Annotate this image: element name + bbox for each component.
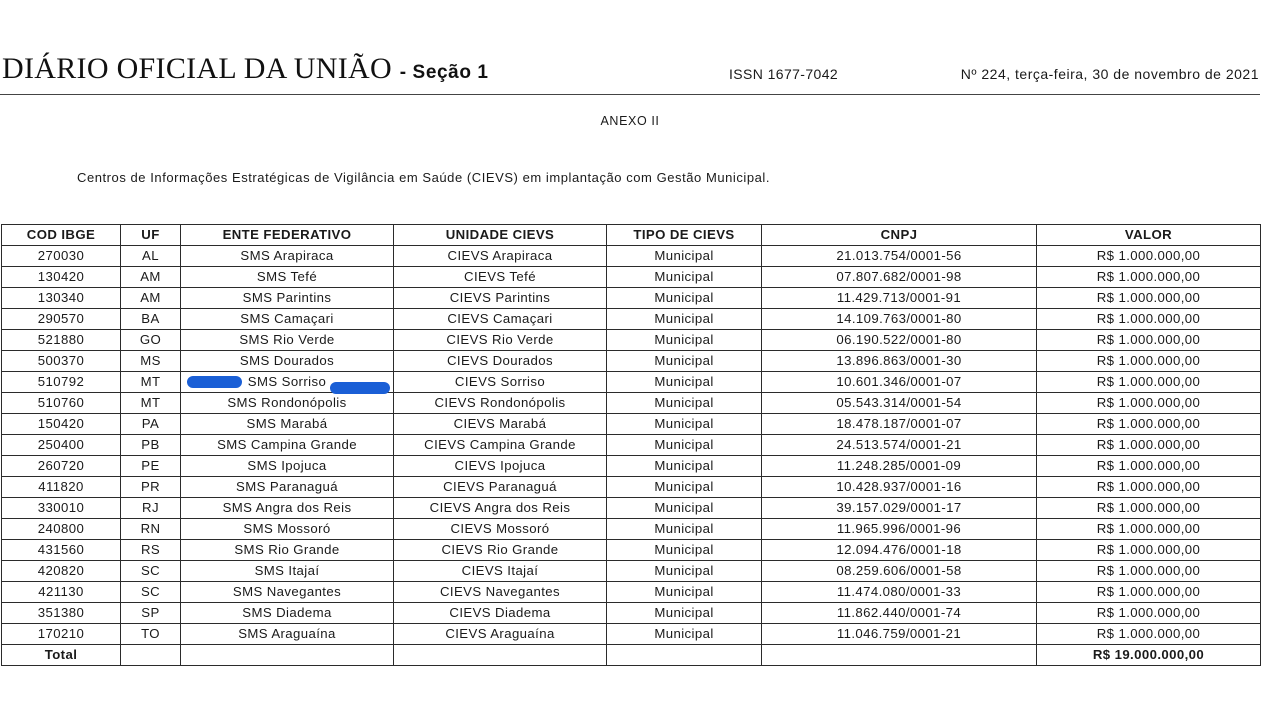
cell-unidade-cievs: CIEVS Campina Grande (394, 435, 607, 456)
section-label: - Seção 1 (399, 62, 489, 83)
cell-cod-ibge: 510760 (2, 393, 121, 414)
table-row (2, 582, 1261, 603)
publication-name: DIÁRIO OFICIAL DA UNIÃO (2, 52, 392, 85)
cell-tipo-de-cievs: Municipal (607, 267, 762, 288)
cell-tipo-de-cievs: Municipal (607, 246, 762, 267)
cell-uf: PE (121, 456, 181, 477)
cell-cod-ibge: 130340 (2, 288, 121, 309)
cell-ente-federativo: SMS Parintins (181, 288, 394, 309)
cell-uf: AM (121, 288, 181, 309)
cell-uf: MT (121, 393, 181, 414)
cell-ente-federativo: SMS Navegantes (181, 582, 394, 603)
cell-cod-ibge: 351380 (2, 603, 121, 624)
cell-ente-federativo: SMS Sorriso (181, 372, 394, 393)
publication-title (2, 52, 489, 86)
cell-uf: GO (121, 330, 181, 351)
cell-unidade-cievs: CIEVS Navegantes (394, 582, 607, 603)
cell-uf: RS (121, 540, 181, 561)
cell-valor: R$ 1.000.000,00 (1037, 267, 1261, 288)
cell-tipo-de-cievs: Municipal (607, 477, 762, 498)
cell-cod-ibge: 260720 (2, 456, 121, 477)
table-row (2, 540, 1261, 561)
table-row (2, 309, 1261, 330)
table-body (2, 246, 1261, 666)
column-header-cod-ibge: COD IBGE (2, 225, 121, 246)
cell-valor: R$ 1.000.000,00 (1037, 561, 1261, 582)
cell-ente-federativo: SMS Rio Verde (181, 330, 394, 351)
cell-cod-ibge: 170210 (2, 624, 121, 645)
cell-cnpj: 14.109.763/0001-80 (762, 309, 1037, 330)
cell-valor: R$ 1.000.000,00 (1037, 477, 1261, 498)
cell-cnpj: 05.543.314/0001-54 (762, 393, 1037, 414)
cell-tipo-de-cievs: Municipal (607, 603, 762, 624)
table-row (2, 498, 1261, 519)
table-row (2, 603, 1261, 624)
table-row (2, 414, 1261, 435)
cell-cod-ibge: 250400 (2, 435, 121, 456)
empty-cell (762, 645, 1037, 666)
cell-tipo-de-cievs: Municipal (607, 456, 762, 477)
cell-tipo-de-cievs: Municipal (607, 351, 762, 372)
cell-cod-ibge: 130420 (2, 267, 121, 288)
cell-tipo-de-cievs: Municipal (607, 372, 762, 393)
cell-cod-ibge: 431560 (2, 540, 121, 561)
cell-unidade-cievs: CIEVS Dourados (394, 351, 607, 372)
highlight-mark-left (187, 376, 242, 388)
table-row (2, 288, 1261, 309)
cell-cnpj: 18.478.187/0001-07 (762, 414, 1037, 435)
cell-tipo-de-cievs: Municipal (607, 561, 762, 582)
empty-cell (607, 645, 762, 666)
cell-tipo-de-cievs: Municipal (607, 519, 762, 540)
cell-uf: AL (121, 246, 181, 267)
cell-cnpj: 06.190.522/0001-80 (762, 330, 1037, 351)
total-value: R$ 19.000.000,00 (1037, 645, 1261, 666)
total-label: Total (2, 645, 121, 666)
cell-valor: R$ 1.000.000,00 (1037, 624, 1261, 645)
cell-uf: PA (121, 414, 181, 435)
cell-unidade-cievs: CIEVS Marabá (394, 414, 607, 435)
cell-ente-federativo: SMS Tefé (181, 267, 394, 288)
cell-uf: BA (121, 309, 181, 330)
issue-date: Nº 224, terça-feira, 30 de novembro de 2021 (960, 66, 1259, 82)
cell-unidade-cievs: CIEVS Camaçari (394, 309, 607, 330)
cell-ente-federativo: SMS Rio Grande (181, 540, 394, 561)
column-header-uf: UF (121, 225, 181, 246)
annex-title: ANEXO II (600, 114, 660, 128)
cell-unidade-cievs: CIEVS Rio Grande (394, 540, 607, 561)
cell-uf: SC (121, 582, 181, 603)
issn: ISSN 1677-7042 (729, 66, 839, 82)
cievs-table (1, 224, 1261, 666)
cell-ente-federativo: SMS Angra dos Reis (181, 498, 394, 519)
cell-valor: R$ 1.000.000,00 (1037, 519, 1261, 540)
cell-valor: R$ 1.000.000,00 (1037, 246, 1261, 267)
header-divider (0, 94, 1260, 95)
cell-uf: MS (121, 351, 181, 372)
cell-ente-federativo: SMS Diadema (181, 603, 394, 624)
cell-tipo-de-cievs: Municipal (607, 288, 762, 309)
cell-cnpj: 10.428.937/0001-16 (762, 477, 1037, 498)
cell-tipo-de-cievs: Municipal (607, 309, 762, 330)
cell-cnpj: 11.046.759/0001-21 (762, 624, 1037, 645)
cell-valor: R$ 1.000.000,00 (1037, 435, 1261, 456)
cell-cod-ibge: 510792 (2, 372, 121, 393)
cell-unidade-cievs: CIEVS Itajaí (394, 561, 607, 582)
table-row (2, 519, 1261, 540)
cell-unidade-cievs: CIEVS Diadema (394, 603, 607, 624)
cell-uf: PR (121, 477, 181, 498)
column-header-valor: VALOR (1037, 225, 1261, 246)
cell-tipo-de-cievs: Municipal (607, 540, 762, 561)
cell-tipo-de-cievs: Municipal (607, 498, 762, 519)
cell-tipo-de-cievs: Municipal (607, 330, 762, 351)
cell-cod-ibge: 500370 (2, 351, 121, 372)
cell-ente-federativo: SMS Arapiraca (181, 246, 394, 267)
cell-cnpj: 11.429.713/0001-91 (762, 288, 1037, 309)
cell-cnpj: 11.965.996/0001-96 (762, 519, 1037, 540)
cell-cod-ibge: 240800 (2, 519, 121, 540)
cell-cnpj: 21.013.754/0001-56 (762, 246, 1037, 267)
cell-uf: PB (121, 435, 181, 456)
cell-unidade-cievs: CIEVS Rio Verde (394, 330, 607, 351)
cell-cod-ibge: 150420 (2, 414, 121, 435)
cell-valor: R$ 1.000.000,00 (1037, 393, 1261, 414)
column-header-tipo-de-cievs: TIPO DE CIEVS (607, 225, 762, 246)
table-row (2, 351, 1261, 372)
table-row (2, 267, 1261, 288)
cell-cnpj: 11.474.080/0001-33 (762, 582, 1037, 603)
cell-unidade-cievs: CIEVS Rondonópolis (394, 393, 607, 414)
cell-cnpj: 12.094.476/0001-18 (762, 540, 1037, 561)
cell-valor: R$ 1.000.000,00 (1037, 288, 1261, 309)
cell-ente-federativo: SMS Araguaína (181, 624, 394, 645)
cell-valor: R$ 1.000.000,00 (1037, 330, 1261, 351)
cell-ente-federativo: SMS Marabá (181, 414, 394, 435)
table-row (2, 393, 1261, 414)
cell-valor: R$ 1.000.000,00 (1037, 498, 1261, 519)
cell-tipo-de-cievs: Municipal (607, 414, 762, 435)
masthead (0, 44, 1262, 96)
cell-cnpj: 10.601.346/0001-07 (762, 372, 1037, 393)
empty-cell (394, 645, 607, 666)
table-row (2, 435, 1261, 456)
cell-cnpj: 07.807.682/0001-98 (762, 267, 1037, 288)
cell-valor: R$ 1.000.000,00 (1037, 456, 1261, 477)
column-header-ente-federativo: ENTE FEDERATIVO (181, 225, 394, 246)
table-row (2, 456, 1261, 477)
cell-cod-ibge: 521880 (2, 330, 121, 351)
column-header-cnpj: CNPJ (762, 225, 1037, 246)
table-row (2, 246, 1261, 267)
cell-ente-federativo: SMS Rondonópolis (181, 393, 394, 414)
cell-cnpj: 08.259.606/0001-58 (762, 561, 1037, 582)
cell-cnpj: 13.896.863/0001-30 (762, 351, 1037, 372)
cell-cod-ibge: 411820 (2, 477, 121, 498)
cell-unidade-cievs: CIEVS Mossoró (394, 519, 607, 540)
cell-uf: TO (121, 624, 181, 645)
cell-uf: RJ (121, 498, 181, 519)
cell-valor: R$ 1.000.000,00 (1037, 603, 1261, 624)
table-row (2, 624, 1261, 645)
cell-cod-ibge: 330010 (2, 498, 121, 519)
total-row (2, 645, 1261, 666)
cell-valor: R$ 1.000.000,00 (1037, 372, 1261, 393)
cell-uf: RN (121, 519, 181, 540)
cell-ente-federativo: SMS Camaçari (181, 309, 394, 330)
cell-tipo-de-cievs: Municipal (607, 393, 762, 414)
cell-uf: MT (121, 372, 181, 393)
cell-ente-federativo: SMS Itajaí (181, 561, 394, 582)
cell-unidade-cievs: CIEVS Paranaguá (394, 477, 607, 498)
cell-cnpj: 11.862.440/0001-74 (762, 603, 1037, 624)
cell-unidade-cievs: CIEVS Sorriso (394, 372, 607, 393)
table-row (2, 561, 1261, 582)
cell-tipo-de-cievs: Municipal (607, 582, 762, 603)
cell-valor: R$ 1.000.000,00 (1037, 414, 1261, 435)
cell-unidade-cievs: CIEVS Parintins (394, 288, 607, 309)
cell-cod-ibge: 421130 (2, 582, 121, 603)
cell-unidade-cievs: CIEVS Tefé (394, 267, 607, 288)
empty-cell (181, 645, 394, 666)
table-row (2, 330, 1261, 351)
cell-cnpj: 39.157.029/0001-17 (762, 498, 1037, 519)
cell-valor: R$ 1.000.000,00 (1037, 582, 1261, 603)
cell-cod-ibge: 270030 (2, 246, 121, 267)
cell-unidade-cievs: CIEVS Angra dos Reis (394, 498, 607, 519)
cell-ente-federativo: SMS Ipojuca (181, 456, 394, 477)
cell-uf: SC (121, 561, 181, 582)
table-header-row (2, 225, 1261, 246)
cell-ente-federativo: SMS Mossoró (181, 519, 394, 540)
cell-uf: AM (121, 267, 181, 288)
cell-tipo-de-cievs: Municipal (607, 435, 762, 456)
cell-tipo-de-cievs: Municipal (607, 624, 762, 645)
cell-cnpj: 24.513.574/0001-21 (762, 435, 1037, 456)
highlight-mark-right (330, 382, 390, 394)
column-header-unidade-cievs: UNIDADE CIEVS (394, 225, 607, 246)
cell-valor: R$ 1.000.000,00 (1037, 309, 1261, 330)
cell-unidade-cievs: CIEVS Arapiraca (394, 246, 607, 267)
cell-uf: SP (121, 603, 181, 624)
empty-cell (121, 645, 181, 666)
cell-ente-federativo: SMS Dourados (181, 351, 394, 372)
intro-paragraph: Centros de Informações Estratégicas de Vigilância em Saúde (CIEVS) em implantação com Gestão Municipal. (77, 170, 770, 185)
cell-cod-ibge: 420820 (2, 561, 121, 582)
cell-cnpj: 11.248.285/0001-09 (762, 456, 1037, 477)
table-row (2, 477, 1261, 498)
cell-unidade-cievs: CIEVS Ipojuca (394, 456, 607, 477)
cell-ente-federativo: SMS Campina Grande (181, 435, 394, 456)
cell-cod-ibge: 290570 (2, 309, 121, 330)
cell-valor: R$ 1.000.000,00 (1037, 540, 1261, 561)
cell-ente-federativo: SMS Paranaguá (181, 477, 394, 498)
cell-unidade-cievs: CIEVS Araguaína (394, 624, 607, 645)
cell-valor: R$ 1.000.000,00 (1037, 351, 1261, 372)
